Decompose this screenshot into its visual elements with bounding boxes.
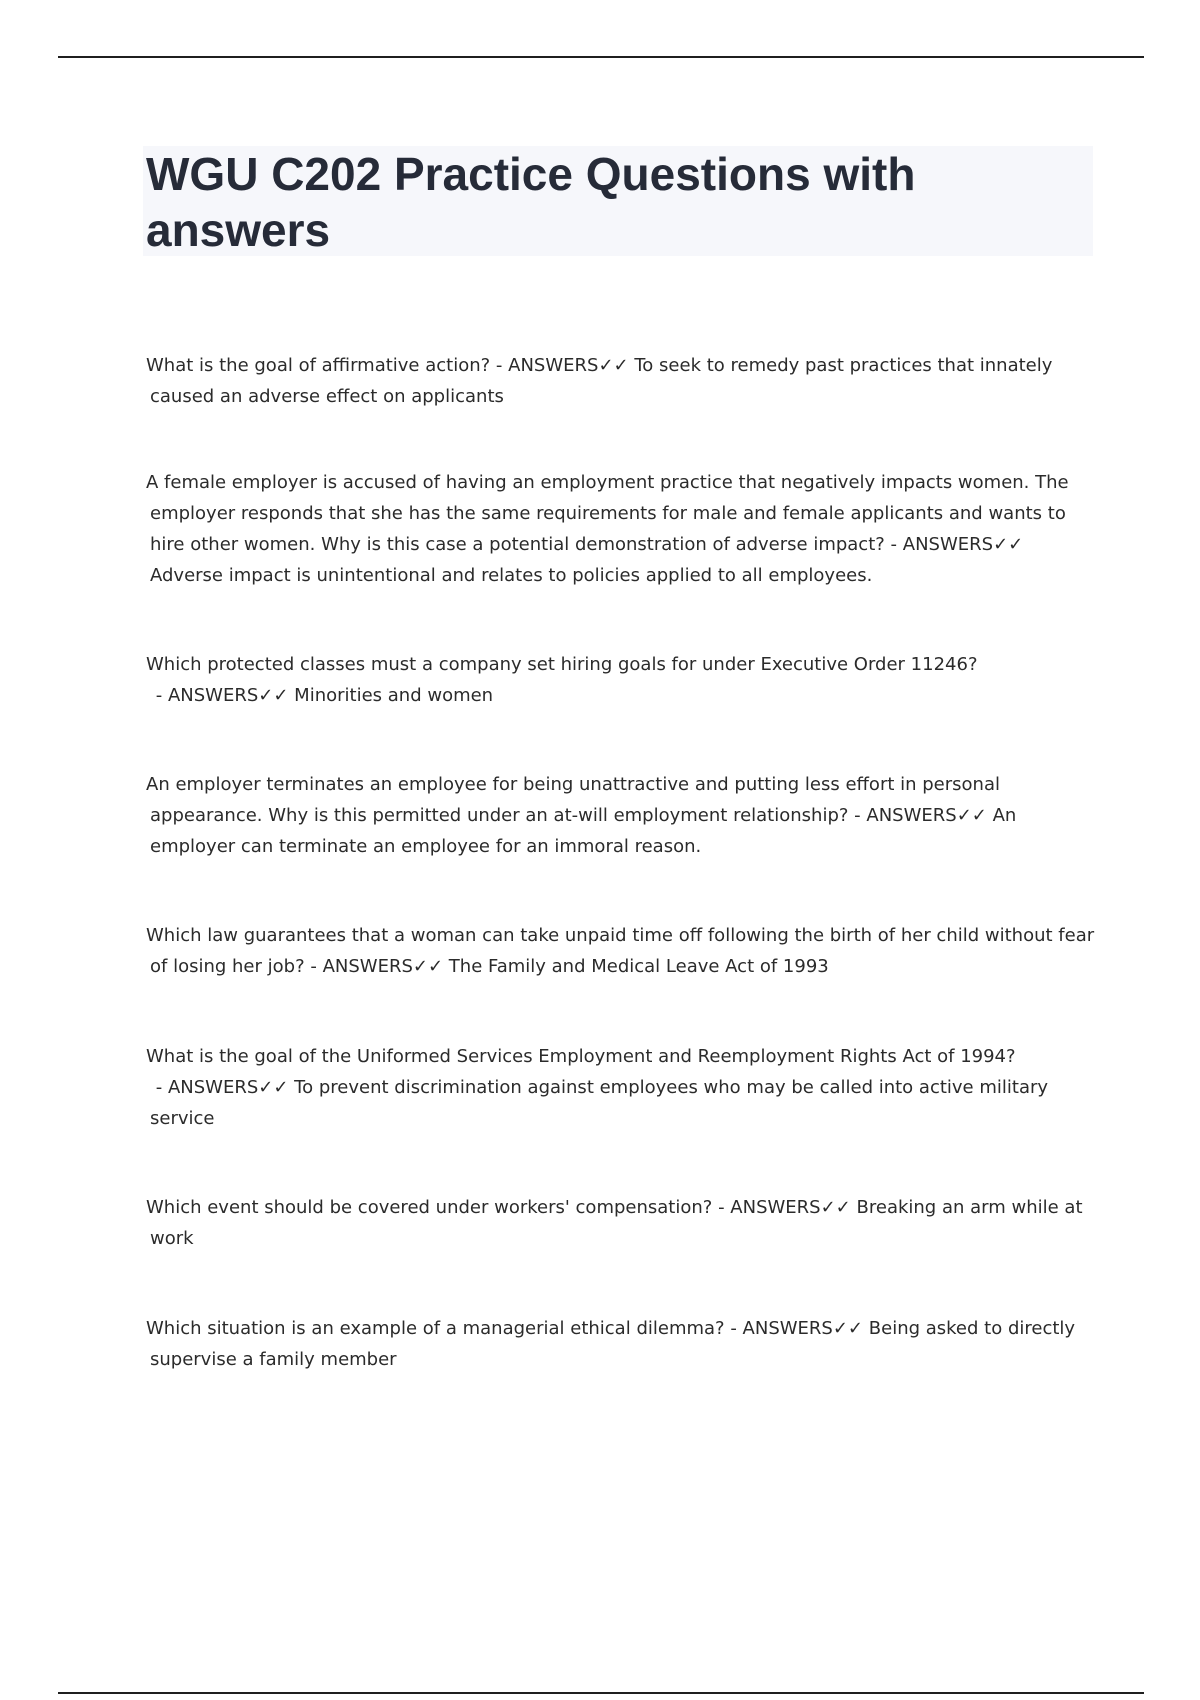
answer-text: Breaking an arm while at work [150,1197,1083,1249]
answer-text: An employer can terminate an employee for an immoral reason. [150,805,1017,857]
answer-marker: ANSWERS✓✓ [866,805,987,826]
qa-item: Which situation is an example of a managerial ethical dilemma? - ANSWERS✓✓ Being asked to directly supervise a family member [146,1318,1076,1370]
answer-marker: ANSWERS✓✓ [742,1318,864,1339]
qa-item: What is the goal of the Uniformed Services Employment and Reemployment Rights Act of 1994? - ANSWERS✓✓ To prevent discrimination against employees who may be called into active military service [146,1046,1049,1129]
question-text: What is the goal of affirmative action? [146,355,491,376]
answer-text: The Family and Medical Leave Act of 1993 [448,956,829,977]
qa-item: Which protected classes must a company set hiring goals for under Executive Order 11246? - ANSWERS✓✓ Minorities and women [146,654,978,706]
question-text: An employer terminates an employee for being unattractive and putting less effort in personal appearance. Why is this permitted under an at-will employment relationship? [146,774,1000,826]
question-text: Which protected classes must a company set hiring goals for under Executive Order 11246? [146,654,978,675]
answer-marker: ANSWERS✓✓ [508,355,629,376]
qa-item: An employer terminates an employee for being unattractive and putting less effort in personal appearance. Why is this permitted under an at-will employment relationship? - ANSWERS✓✓ An employer can terminate an employee for an immoral reason. [146,774,1017,857]
question-text: Which situation is an example of a managerial ethical dilemma? [146,1318,725,1339]
answer-text: To prevent discrimination against employees who may be called into active military service [150,1077,1049,1129]
question-text: Which event should be covered under workers' compensation? [146,1197,713,1218]
document-title: WGU C202 Practice Questions with answers [146,148,916,256]
answer-text: To seek to remedy past practices that innately caused an adverse effect on applicants [150,355,1053,407]
answer-marker: ANSWERS✓✓ [902,534,1024,555]
answer-text: Being asked to directly supervise a family member [150,1318,1076,1370]
qa-item: What is the goal of affirmative action? - ANSWERS✓✓ To seek to remedy past practices that innately caused an adverse effect on applicants [146,355,1053,407]
bottom-divider [58,1692,1144,1694]
qa-list [146,350,1096,1375]
answer-marker: ANSWERS✓✓ [167,1077,289,1098]
top-divider [58,56,1144,58]
answer-marker: ANSWERS✓✓ [730,1197,851,1218]
question-text: A female employer is accused of having an employment practice that negatively impacts women. The employer responds that she has the same requirements for male and female applicants and wants to hire other women. Why is this case a potential demonstration of adverse impact? [146,472,1069,555]
answer-marker: ANSWERS✓✓ [167,685,289,706]
qa-item: Which law guarantees that a woman can take unpaid time off following the birth of her child without fear of losing her job? - ANSWERS✓✓ The Family and Medical Leave Act of 1993 [146,925,1095,977]
answer-text: Adverse impact is unintentional and relates to policies applied to all employees. [150,565,873,586]
qa-item: A female employer is accused of having an employment practice that negatively impacts women. The employer responds that she has the same requirements for male and female applicants and wants to hire other women. Why is this case a potential demonstration of adverse impact? - ANSWERS✓✓ Adverse impact is unintentional and relates to policies applied to all employees. [146,472,1069,586]
question-text: Which law guarantees that a woman can take unpaid time off following the birth of her child without fear of losing her job? [146,925,1095,977]
qa-item: Which event should be covered under workers' compensation? - ANSWERS✓✓ Breaking an arm while at work [146,1197,1083,1249]
answer-marker: ANSWERS✓✓ [322,956,444,977]
question-text: What is the goal of the Uniformed Services Employment and Reemployment Rights Act of 1994? [146,1046,1016,1067]
answer-text: Minorities and women [294,685,494,706]
